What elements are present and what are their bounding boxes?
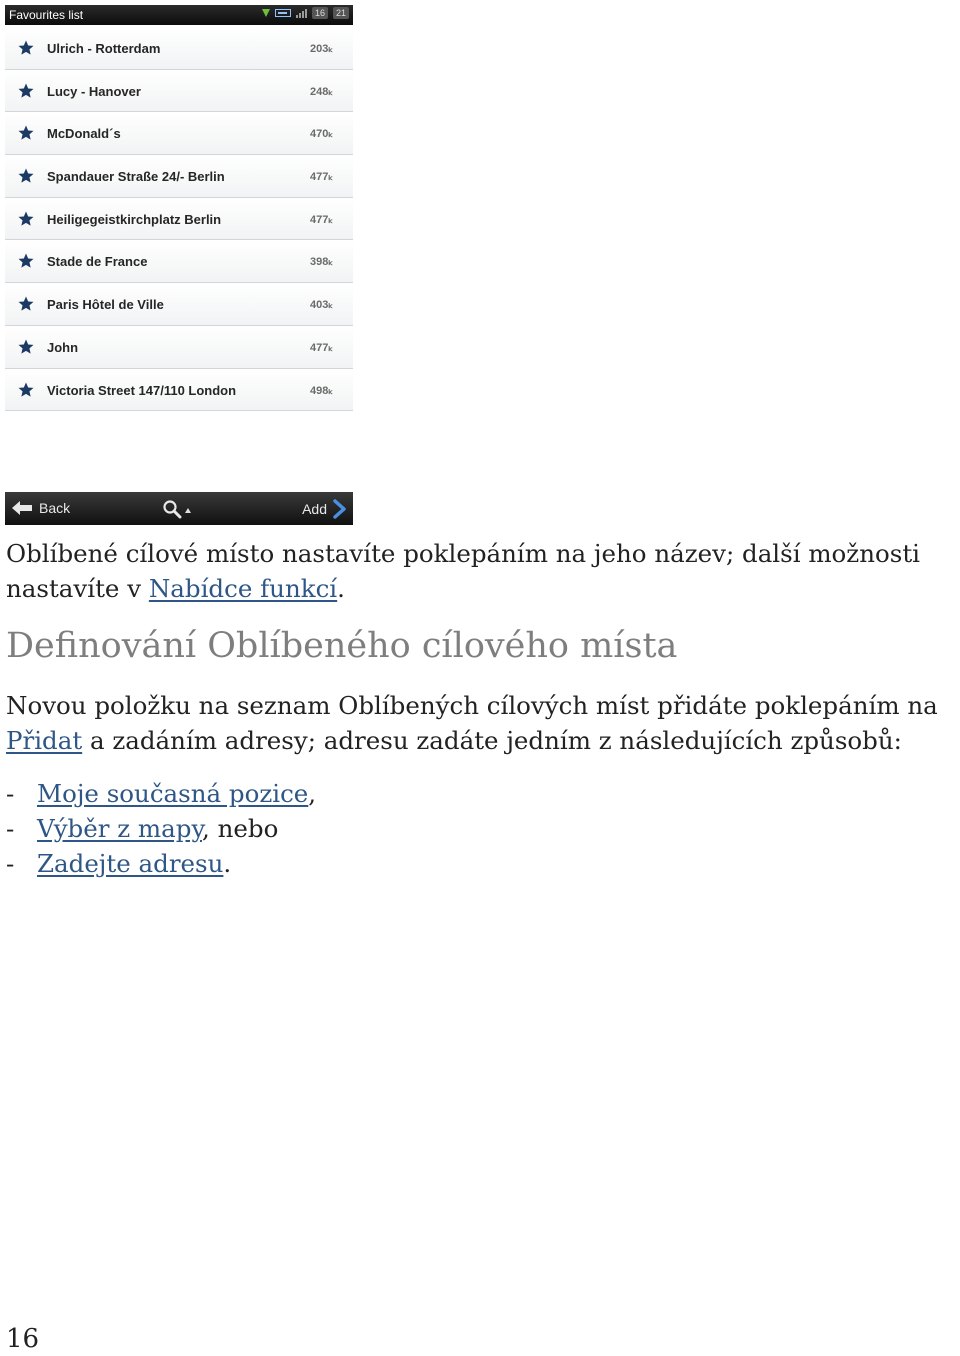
intro-period: . bbox=[337, 574, 345, 603]
favourite-distance: 498ₖ bbox=[309, 384, 333, 397]
star-icon bbox=[17, 39, 35, 57]
status-box-1: 16 bbox=[312, 7, 328, 19]
favourite-item[interactable] bbox=[5, 240, 353, 283]
list-dash: - bbox=[6, 779, 15, 808]
page-number: 16 bbox=[6, 1324, 40, 1354]
address-methods-list bbox=[6, 776, 956, 881]
intro-paragraph bbox=[6, 536, 956, 606]
star-icon bbox=[17, 210, 35, 228]
favourite-name: Spandauer Straße 24/- Berlin bbox=[47, 169, 225, 185]
favourite-name: Ulrich - Rotterdam bbox=[47, 41, 161, 56]
star-icon bbox=[17, 167, 35, 185]
add-link[interactable]: Přidat bbox=[6, 726, 83, 755]
add-button[interactable] bbox=[302, 499, 347, 519]
favourite-name: Heiligegeistkirchplatz Berlin bbox=[47, 211, 222, 227]
list-suffix: , nebo bbox=[202, 814, 279, 843]
favourite-item[interactable] bbox=[5, 70, 353, 113]
favourite-item[interactable] bbox=[5, 27, 353, 70]
list-suffix: . bbox=[223, 849, 232, 878]
enter-address-link[interactable]: Zadejte adresu bbox=[37, 849, 224, 878]
screen-title: Favourites list bbox=[9, 8, 84, 22]
back-button[interactable] bbox=[11, 500, 70, 516]
favourites-list bbox=[5, 27, 353, 411]
favourite-name: John bbox=[47, 339, 79, 355]
star-icon bbox=[17, 82, 35, 100]
favourite-name: Lucy - Hanover bbox=[47, 83, 141, 99]
star-icon bbox=[17, 338, 35, 356]
intro-text-line1: Oblíbené cílové místo nastavíte poklepáním na jeho název; další možnosti bbox=[6, 539, 921, 568]
list-dash: - bbox=[6, 814, 15, 843]
favourite-distance: 403ₖ bbox=[309, 299, 333, 312]
back-arrow-icon bbox=[11, 500, 33, 516]
favourite-distance: 477ₖ bbox=[309, 171, 333, 184]
list-suffix: , bbox=[308, 779, 317, 808]
star-icon bbox=[17, 381, 35, 399]
star-icon bbox=[17, 295, 35, 313]
current-position-link[interactable]: Moje současná pozice bbox=[37, 779, 309, 808]
favourite-item[interactable] bbox=[5, 112, 353, 155]
section-heading: Definování Oblíbeného cílového místa bbox=[6, 626, 678, 666]
chevron-right-icon bbox=[333, 499, 347, 519]
favourite-name: Paris Hôtel de Ville bbox=[47, 297, 164, 313]
favourite-name: Victoria Street 147/110 London bbox=[47, 382, 237, 398]
star-icon bbox=[17, 124, 35, 142]
favourite-item[interactable] bbox=[5, 155, 353, 198]
signal-icon bbox=[296, 9, 307, 18]
favourite-item[interactable] bbox=[5, 326, 353, 369]
function-menu-link[interactable]: Nabídce funkcí bbox=[148, 574, 338, 603]
search-icon bbox=[162, 499, 182, 519]
define-text-line1: Novou položku na seznam Oblíbených cílových míst přidáte poklepáním na bbox=[6, 691, 938, 720]
battery-icon bbox=[275, 9, 291, 17]
favourite-distance: 477ₖ bbox=[309, 341, 333, 354]
favourite-distance: 398ₖ bbox=[309, 256, 333, 269]
back-button-label: Back bbox=[39, 500, 71, 516]
define-paragraph bbox=[6, 688, 956, 758]
list-dash: - bbox=[6, 849, 15, 878]
device-screenshot bbox=[5, 5, 353, 525]
intro-text-line2: nastavíte v bbox=[6, 574, 149, 603]
gps-arrow-icon bbox=[262, 9, 270, 17]
list-item bbox=[6, 811, 956, 846]
sort-up-icon bbox=[185, 508, 191, 513]
favourite-item[interactable] bbox=[5, 283, 353, 326]
favourite-item[interactable] bbox=[5, 198, 353, 241]
favourite-distance: 203ₖ bbox=[309, 43, 333, 55]
status-box-2: 21 bbox=[333, 7, 349, 19]
status-icons bbox=[262, 7, 349, 19]
favourite-distance: 477ₖ bbox=[309, 213, 333, 226]
star-icon bbox=[17, 252, 35, 270]
favourite-distance: 248ₖ bbox=[309, 85, 333, 98]
add-button-label: Add bbox=[302, 501, 327, 517]
favourite-name: Stade de France bbox=[47, 254, 148, 270]
favourite-item[interactable] bbox=[5, 369, 353, 412]
select-from-map-link[interactable]: Výběr z mapy bbox=[37, 814, 203, 843]
bottom-toolbar bbox=[5, 492, 353, 525]
search-sort-button[interactable] bbox=[162, 499, 191, 519]
list-item bbox=[6, 776, 956, 811]
list-item bbox=[6, 846, 956, 881]
define-text-line2: a zadáním adresy; adresu zadáte jedním z následujících způsobů: bbox=[82, 726, 902, 755]
favourite-distance: 470ₖ bbox=[309, 128, 333, 141]
status-bar bbox=[5, 5, 353, 25]
favourite-name: McDonald´s bbox=[47, 126, 121, 142]
